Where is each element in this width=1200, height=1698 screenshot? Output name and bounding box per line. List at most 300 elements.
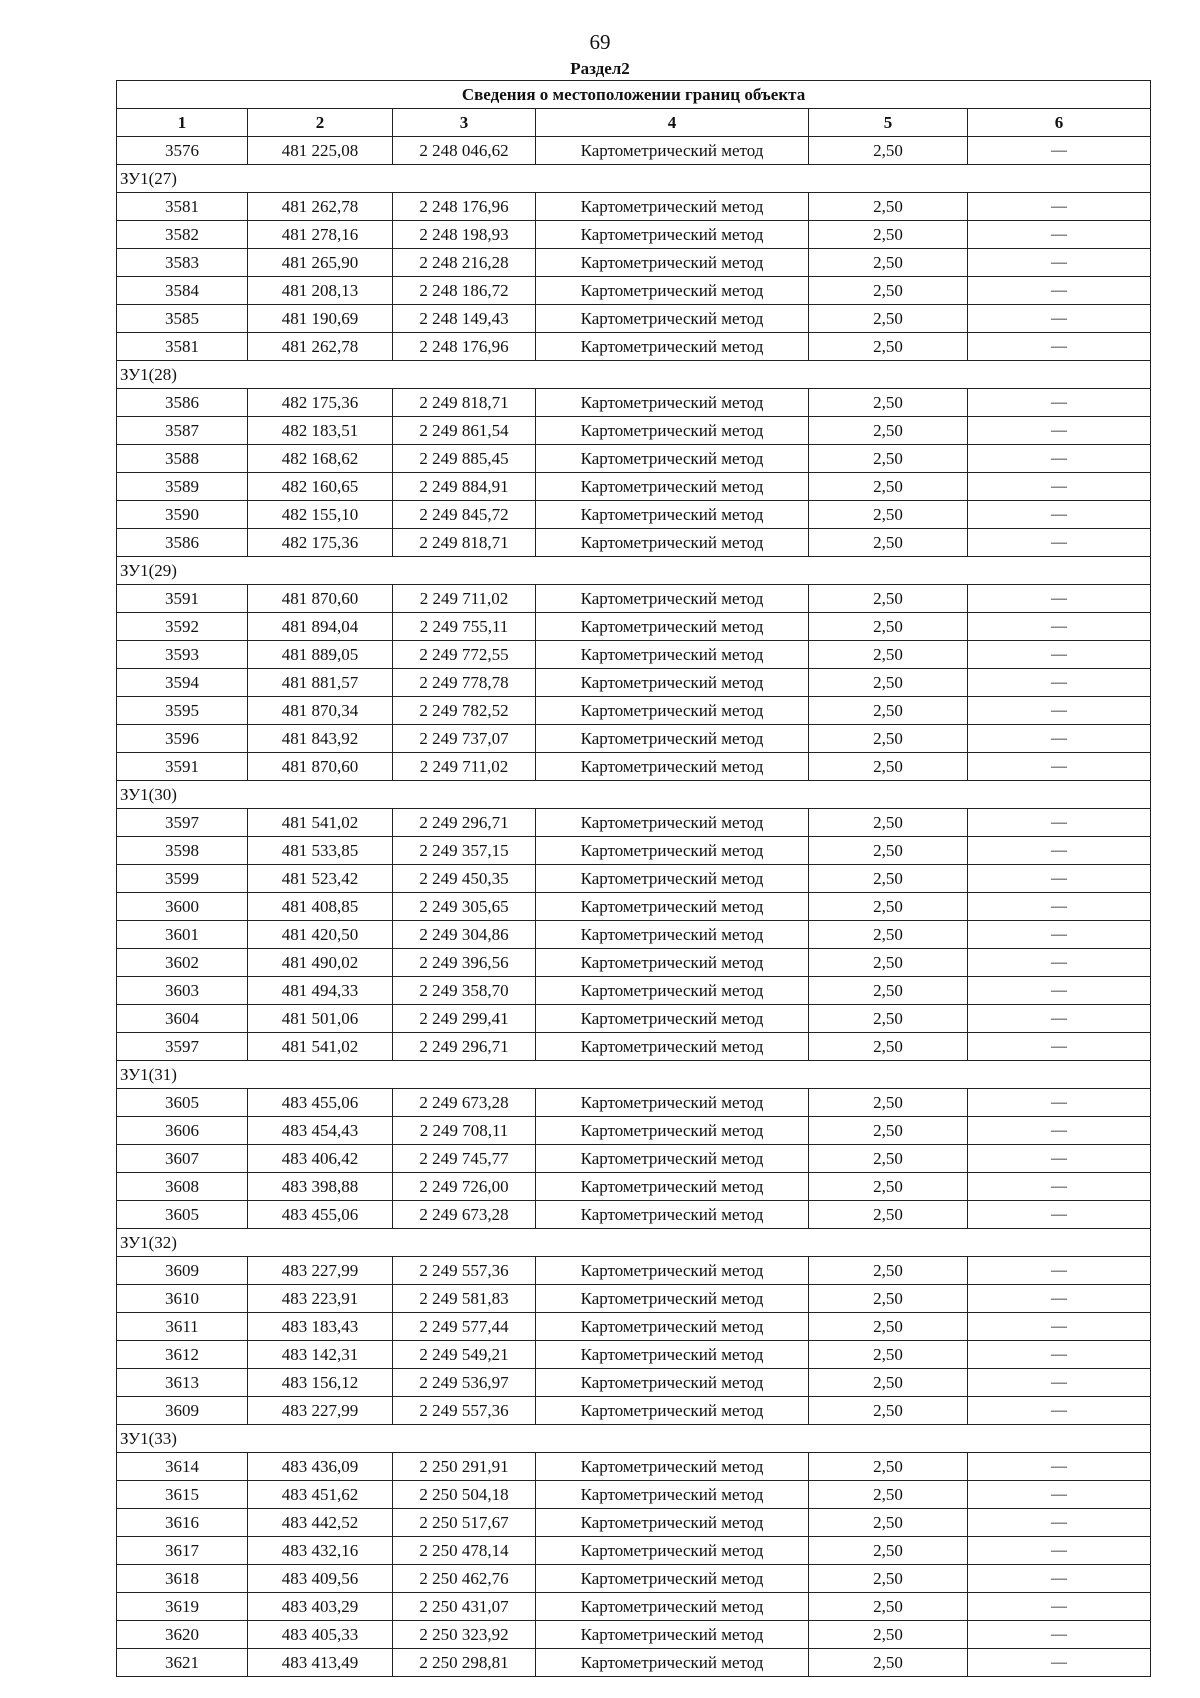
method-cell: Картометрический метод — [536, 949, 809, 977]
x-coordinate-cell: 483 156,12 — [248, 1369, 393, 1397]
x-coordinate-cell: 481 889,05 — [248, 641, 393, 669]
y-coordinate-cell: 2 249 673,28 — [393, 1201, 536, 1229]
accuracy-cell: 2,50 — [809, 221, 968, 249]
y-coordinate-cell: 2 249 304,86 — [393, 921, 536, 949]
x-coordinate-cell: 483 406,42 — [248, 1145, 393, 1173]
table-row — [117, 865, 1151, 893]
x-coordinate-cell: 481 870,60 — [248, 585, 393, 613]
group-label: ЗУ1(33) — [117, 1425, 1151, 1453]
point-number-cell: 3588 — [117, 445, 248, 473]
method-cell: Картометрический метод — [536, 921, 809, 949]
note-cell: — — [968, 1397, 1151, 1425]
point-number-cell: 3615 — [117, 1481, 248, 1509]
x-coordinate-cell: 481 541,02 — [248, 1033, 393, 1061]
accuracy-cell: 2,50 — [809, 249, 968, 277]
accuracy-cell: 2,50 — [809, 277, 968, 305]
accuracy-cell: 2,50 — [809, 1005, 968, 1033]
point-number-cell: 3609 — [117, 1257, 248, 1285]
accuracy-cell: 2,50 — [809, 193, 968, 221]
table-row — [117, 1033, 1151, 1061]
y-coordinate-cell: 2 248 046,62 — [393, 137, 536, 165]
note-cell: — — [968, 1313, 1151, 1341]
point-number-cell: 3595 — [117, 697, 248, 725]
table-row — [117, 193, 1151, 221]
y-coordinate-cell: 2 249 450,35 — [393, 865, 536, 893]
column-header: 3 — [393, 109, 536, 137]
y-coordinate-cell: 2 250 291,91 — [393, 1453, 536, 1481]
x-coordinate-cell: 483 455,06 — [248, 1089, 393, 1117]
method-cell: Картометрический метод — [536, 1369, 809, 1397]
method-cell: Картометрический метод — [536, 1033, 809, 1061]
table-row — [117, 249, 1151, 277]
method-cell: Картометрический метод — [536, 1341, 809, 1369]
x-coordinate-cell: 483 432,16 — [248, 1537, 393, 1565]
accuracy-cell: 2,50 — [809, 1089, 968, 1117]
method-cell: Картометрический метод — [536, 445, 809, 473]
accuracy-cell: 2,50 — [809, 1593, 968, 1621]
method-cell: Картометрический метод — [536, 1649, 809, 1677]
accuracy-cell: 2,50 — [809, 1117, 968, 1145]
x-coordinate-cell: 483 183,43 — [248, 1313, 393, 1341]
note-cell: — — [968, 137, 1151, 165]
y-coordinate-cell: 2 249 557,36 — [393, 1397, 536, 1425]
x-coordinate-cell: 483 223,91 — [248, 1285, 393, 1313]
x-coordinate-cell: 482 160,65 — [248, 473, 393, 501]
group-label: ЗУ1(32) — [117, 1229, 1151, 1257]
accuracy-cell: 2,50 — [809, 1285, 968, 1313]
table-row — [117, 669, 1151, 697]
x-coordinate-cell: 482 175,36 — [248, 529, 393, 557]
method-cell: Картометрический метод — [536, 1509, 809, 1537]
x-coordinate-cell: 481 894,04 — [248, 613, 393, 641]
note-cell: — — [968, 1537, 1151, 1565]
accuracy-cell: 2,50 — [809, 1313, 968, 1341]
note-cell: — — [968, 1481, 1151, 1509]
x-coordinate-cell: 483 451,62 — [248, 1481, 393, 1509]
accuracy-cell: 2,50 — [809, 865, 968, 893]
accuracy-cell: 2,50 — [809, 1173, 968, 1201]
point-number-cell: 3611 — [117, 1313, 248, 1341]
column-header-row — [117, 109, 1151, 137]
x-coordinate-cell: 483 455,06 — [248, 1201, 393, 1229]
table-row — [117, 1285, 1151, 1313]
method-cell: Картометрический метод — [536, 305, 809, 333]
table-body — [117, 137, 1151, 1677]
method-cell: Картометрический метод — [536, 697, 809, 725]
note-cell: — — [968, 753, 1151, 781]
method-cell: Картометрический метод — [536, 837, 809, 865]
note-cell: — — [968, 1173, 1151, 1201]
accuracy-cell: 2,50 — [809, 1257, 968, 1285]
table-row — [117, 949, 1151, 977]
note-cell: — — [968, 1621, 1151, 1649]
point-number-cell: 3581 — [117, 193, 248, 221]
point-number-cell: 3610 — [117, 1285, 248, 1313]
x-coordinate-cell: 482 155,10 — [248, 501, 393, 529]
y-coordinate-cell: 2 249 845,72 — [393, 501, 536, 529]
point-number-cell: 3597 — [117, 1033, 248, 1061]
table-row — [117, 1537, 1151, 1565]
method-cell: Картометрический метод — [536, 1537, 809, 1565]
point-number-cell: 3609 — [117, 1397, 248, 1425]
column-header: 6 — [968, 109, 1151, 137]
method-cell: Картометрический метод — [536, 473, 809, 501]
point-number-cell: 3603 — [117, 977, 248, 1005]
column-header: 5 — [809, 109, 968, 137]
column-header: 4 — [536, 109, 809, 137]
accuracy-cell: 2,50 — [809, 1201, 968, 1229]
table-row — [117, 417, 1151, 445]
table-row — [117, 977, 1151, 1005]
y-coordinate-cell: 2 249 711,02 — [393, 753, 536, 781]
table-row — [117, 1117, 1151, 1145]
method-cell: Картометрический метод — [536, 1117, 809, 1145]
point-number-cell: 3607 — [117, 1145, 248, 1173]
accuracy-cell: 2,50 — [809, 1341, 968, 1369]
y-coordinate-cell: 2 248 176,96 — [393, 193, 536, 221]
point-number-cell: 3592 — [117, 613, 248, 641]
method-cell: Картометрический метод — [536, 277, 809, 305]
y-coordinate-cell: 2 249 884,91 — [393, 473, 536, 501]
method-cell: Картометрический метод — [536, 221, 809, 249]
point-number-cell: 3576 — [117, 137, 248, 165]
table-row — [117, 1397, 1151, 1425]
point-number-cell: 3586 — [117, 389, 248, 417]
point-number-cell: 3617 — [117, 1537, 248, 1565]
accuracy-cell: 2,50 — [809, 333, 968, 361]
note-cell: — — [968, 613, 1151, 641]
note-cell: — — [968, 1005, 1151, 1033]
note-cell: — — [968, 1257, 1151, 1285]
x-coordinate-cell: 483 227,99 — [248, 1257, 393, 1285]
y-coordinate-cell: 2 249 755,11 — [393, 613, 536, 641]
accuracy-cell: 2,50 — [809, 1397, 968, 1425]
method-cell: Картометрический метод — [536, 1285, 809, 1313]
point-number-cell: 3590 — [117, 501, 248, 529]
y-coordinate-cell: 2 249 778,78 — [393, 669, 536, 697]
table-row — [117, 333, 1151, 361]
table-row — [117, 473, 1151, 501]
x-coordinate-cell: 481 262,78 — [248, 193, 393, 221]
y-coordinate-cell: 2 249 305,65 — [393, 893, 536, 921]
point-number-cell: 3620 — [117, 1621, 248, 1649]
note-cell: — — [968, 669, 1151, 697]
method-cell: Картометрический метод — [536, 333, 809, 361]
table-row — [117, 585, 1151, 613]
method-cell: Картометрический метод — [536, 613, 809, 641]
point-number-cell: 3581 — [117, 333, 248, 361]
table-row — [117, 1369, 1151, 1397]
note-cell: — — [968, 417, 1151, 445]
method-cell: Картометрический метод — [536, 1313, 809, 1341]
note-cell: — — [968, 529, 1151, 557]
accuracy-cell: 2,50 — [809, 1509, 968, 1537]
y-coordinate-cell: 2 249 861,54 — [393, 417, 536, 445]
table-row — [117, 221, 1151, 249]
accuracy-cell: 2,50 — [809, 725, 968, 753]
y-coordinate-cell: 2 250 323,92 — [393, 1621, 536, 1649]
x-coordinate-cell: 481 541,02 — [248, 809, 393, 837]
x-coordinate-cell: 483 403,29 — [248, 1593, 393, 1621]
accuracy-cell: 2,50 — [809, 1033, 968, 1061]
table-row — [117, 613, 1151, 641]
method-cell: Картометрический метод — [536, 1089, 809, 1117]
y-coordinate-cell: 2 250 478,14 — [393, 1537, 536, 1565]
x-coordinate-cell: 483 454,43 — [248, 1117, 393, 1145]
accuracy-cell: 2,50 — [809, 389, 968, 417]
group-label: ЗУ1(31) — [117, 1061, 1151, 1089]
y-coordinate-cell: 2 249 357,15 — [393, 837, 536, 865]
point-number-cell: 3616 — [117, 1509, 248, 1537]
note-cell: — — [968, 949, 1151, 977]
x-coordinate-cell: 481 420,50 — [248, 921, 393, 949]
point-number-cell: 3597 — [117, 809, 248, 837]
coordinates-table — [116, 80, 1151, 1677]
y-coordinate-cell: 2 248 186,72 — [393, 277, 536, 305]
method-cell: Картометрический метод — [536, 669, 809, 697]
y-coordinate-cell: 2 249 745,77 — [393, 1145, 536, 1173]
note-cell: — — [968, 1369, 1151, 1397]
point-number-cell: 3582 — [117, 221, 248, 249]
accuracy-cell: 2,50 — [809, 1565, 968, 1593]
y-coordinate-cell: 2 249 726,00 — [393, 1173, 536, 1201]
point-number-cell: 3621 — [117, 1649, 248, 1677]
y-coordinate-cell: 2 249 581,83 — [393, 1285, 536, 1313]
x-coordinate-cell: 483 227,99 — [248, 1397, 393, 1425]
point-number-cell: 3619 — [117, 1593, 248, 1621]
note-cell: — — [968, 697, 1151, 725]
y-coordinate-cell: 2 249 737,07 — [393, 725, 536, 753]
y-coordinate-cell: 2 249 711,02 — [393, 585, 536, 613]
point-number-cell: 3591 — [117, 585, 248, 613]
point-number-cell: 3589 — [117, 473, 248, 501]
table-row — [117, 1649, 1151, 1677]
y-coordinate-cell: 2 248 149,43 — [393, 305, 536, 333]
section-title: Раздел2 — [570, 59, 630, 78]
method-cell: Картометрический метод — [536, 641, 809, 669]
x-coordinate-cell: 483 398,88 — [248, 1173, 393, 1201]
group-row — [117, 1425, 1151, 1453]
accuracy-cell: 2,50 — [809, 753, 968, 781]
point-number-cell: 3586 — [117, 529, 248, 557]
x-coordinate-cell: 481 262,78 — [248, 333, 393, 361]
note-cell: — — [968, 445, 1151, 473]
y-coordinate-cell: 2 249 549,21 — [393, 1341, 536, 1369]
method-cell: Картометрический метод — [536, 1257, 809, 1285]
table-row — [117, 501, 1151, 529]
accuracy-cell: 2,50 — [809, 921, 968, 949]
x-coordinate-cell: 481 843,92 — [248, 725, 393, 753]
point-number-cell: 3604 — [117, 1005, 248, 1033]
method-cell: Картометрический метод — [536, 1201, 809, 1229]
point-number-cell: 3601 — [117, 921, 248, 949]
table-row — [117, 277, 1151, 305]
table-row — [117, 1453, 1151, 1481]
note-cell: — — [968, 1509, 1151, 1537]
method-cell: Картометрический метод — [536, 753, 809, 781]
y-coordinate-cell: 2 248 176,96 — [393, 333, 536, 361]
method-cell: Картометрический метод — [536, 809, 809, 837]
method-cell: Картометрический метод — [536, 249, 809, 277]
note-cell: — — [968, 501, 1151, 529]
accuracy-cell: 2,50 — [809, 585, 968, 613]
note-cell: — — [968, 1089, 1151, 1117]
point-number-cell: 3598 — [117, 837, 248, 865]
group-label: ЗУ1(28) — [117, 361, 1151, 389]
group-label: ЗУ1(30) — [117, 781, 1151, 809]
table-row — [117, 1565, 1151, 1593]
accuracy-cell: 2,50 — [809, 697, 968, 725]
table-row — [117, 305, 1151, 333]
method-cell: Картометрический метод — [536, 1005, 809, 1033]
y-coordinate-cell: 2 248 216,28 — [393, 249, 536, 277]
y-coordinate-cell: 2 250 504,18 — [393, 1481, 536, 1509]
accuracy-cell: 2,50 — [809, 1481, 968, 1509]
accuracy-cell: 2,50 — [809, 893, 968, 921]
table-row — [117, 1593, 1151, 1621]
table-row — [117, 725, 1151, 753]
x-coordinate-cell: 483 142,31 — [248, 1341, 393, 1369]
method-cell: Картометрический метод — [536, 1173, 809, 1201]
group-row — [117, 1061, 1151, 1089]
note-cell: — — [968, 1649, 1151, 1677]
x-coordinate-cell: 483 436,09 — [248, 1453, 393, 1481]
method-cell: Картометрический метод — [536, 893, 809, 921]
accuracy-cell: 2,50 — [809, 137, 968, 165]
accuracy-cell: 2,50 — [809, 809, 968, 837]
y-coordinate-cell: 2 250 431,07 — [393, 1593, 536, 1621]
accuracy-cell: 2,50 — [809, 1453, 968, 1481]
accuracy-cell: 2,50 — [809, 529, 968, 557]
note-cell: — — [968, 473, 1151, 501]
method-cell: Картометрический метод — [536, 137, 809, 165]
x-coordinate-cell: 481 408,85 — [248, 893, 393, 921]
y-coordinate-cell: 2 249 772,55 — [393, 641, 536, 669]
method-cell: Картометрический метод — [536, 1621, 809, 1649]
point-number-cell: 3608 — [117, 1173, 248, 1201]
y-coordinate-cell: 2 249 296,71 — [393, 809, 536, 837]
y-coordinate-cell: 2 249 782,52 — [393, 697, 536, 725]
point-number-cell: 3605 — [117, 1089, 248, 1117]
y-coordinate-cell: 2 248 198,93 — [393, 221, 536, 249]
table-row — [117, 1257, 1151, 1285]
note-cell: — — [968, 1285, 1151, 1313]
y-coordinate-cell: 2 249 818,71 — [393, 389, 536, 417]
table-row — [117, 893, 1151, 921]
table-row — [117, 1089, 1151, 1117]
accuracy-cell: 2,50 — [809, 473, 968, 501]
point-number-cell: 3605 — [117, 1201, 248, 1229]
point-number-cell: 3585 — [117, 305, 248, 333]
table-row — [117, 1173, 1151, 1201]
accuracy-cell: 2,50 — [809, 949, 968, 977]
column-header: 1 — [117, 109, 248, 137]
note-cell: — — [968, 837, 1151, 865]
table-row — [117, 529, 1151, 557]
note-cell: — — [968, 921, 1151, 949]
method-cell: Картометрический метод — [536, 1453, 809, 1481]
y-coordinate-cell: 2 249 358,70 — [393, 977, 536, 1005]
x-coordinate-cell: 483 409,56 — [248, 1565, 393, 1593]
table-row — [117, 921, 1151, 949]
y-coordinate-cell: 2 250 462,76 — [393, 1565, 536, 1593]
point-number-cell: 3600 — [117, 893, 248, 921]
method-cell: Картометрический метод — [536, 501, 809, 529]
point-number-cell: 3606 — [117, 1117, 248, 1145]
x-coordinate-cell: 481 870,34 — [248, 697, 393, 725]
note-cell: — — [968, 249, 1151, 277]
table-row — [117, 1005, 1151, 1033]
y-coordinate-cell: 2 249 299,41 — [393, 1005, 536, 1033]
accuracy-cell: 2,50 — [809, 669, 968, 697]
accuracy-cell: 2,50 — [809, 305, 968, 333]
accuracy-cell: 2,50 — [809, 1369, 968, 1397]
table-row — [117, 753, 1151, 781]
x-coordinate-cell: 481 190,69 — [248, 305, 393, 333]
point-number-cell: 3593 — [117, 641, 248, 669]
note-cell: — — [968, 193, 1151, 221]
y-coordinate-cell: 2 249 396,56 — [393, 949, 536, 977]
note-cell: — — [968, 585, 1151, 613]
note-cell: — — [968, 977, 1151, 1005]
y-coordinate-cell: 2 250 517,67 — [393, 1509, 536, 1537]
table-row — [117, 697, 1151, 725]
note-cell: — — [968, 221, 1151, 249]
y-coordinate-cell: 2 249 673,28 — [393, 1089, 536, 1117]
note-cell: — — [968, 333, 1151, 361]
point-number-cell: 3614 — [117, 1453, 248, 1481]
point-number-cell: 3612 — [117, 1341, 248, 1369]
table-row — [117, 445, 1151, 473]
note-cell: — — [968, 1117, 1151, 1145]
x-coordinate-cell: 481 494,33 — [248, 977, 393, 1005]
point-number-cell: 3602 — [117, 949, 248, 977]
accuracy-cell: 2,50 — [809, 613, 968, 641]
group-row — [117, 557, 1151, 585]
point-number-cell: 3584 — [117, 277, 248, 305]
table-row — [117, 1621, 1151, 1649]
page-number: 69 — [589, 30, 611, 54]
table-caption: Сведения о местоположении границ объекта — [117, 81, 1151, 109]
method-cell: Картометрический метод — [536, 529, 809, 557]
table-row — [117, 837, 1151, 865]
method-cell: Картометрический метод — [536, 1145, 809, 1173]
table-row — [117, 1509, 1151, 1537]
column-header: 2 — [248, 109, 393, 137]
x-coordinate-cell: 482 183,51 — [248, 417, 393, 445]
y-coordinate-cell: 2 249 536,97 — [393, 1369, 536, 1397]
accuracy-cell: 2,50 — [809, 1537, 968, 1565]
table-row — [117, 389, 1151, 417]
note-cell: — — [968, 1593, 1151, 1621]
x-coordinate-cell: 483 413,49 — [248, 1649, 393, 1677]
x-coordinate-cell: 481 533,85 — [248, 837, 393, 865]
method-cell: Картометрический метод — [536, 1593, 809, 1621]
point-number-cell: 3594 — [117, 669, 248, 697]
y-coordinate-cell: 2 250 298,81 — [393, 1649, 536, 1677]
table-row — [117, 1341, 1151, 1369]
x-coordinate-cell: 481 208,13 — [248, 277, 393, 305]
point-number-cell: 3613 — [117, 1369, 248, 1397]
accuracy-cell: 2,50 — [809, 837, 968, 865]
note-cell: — — [968, 865, 1151, 893]
x-coordinate-cell: 481 490,02 — [248, 949, 393, 977]
group-row — [117, 165, 1151, 193]
y-coordinate-cell: 2 249 885,45 — [393, 445, 536, 473]
y-coordinate-cell: 2 249 557,36 — [393, 1257, 536, 1285]
y-coordinate-cell: 2 249 296,71 — [393, 1033, 536, 1061]
note-cell: — — [968, 389, 1151, 417]
